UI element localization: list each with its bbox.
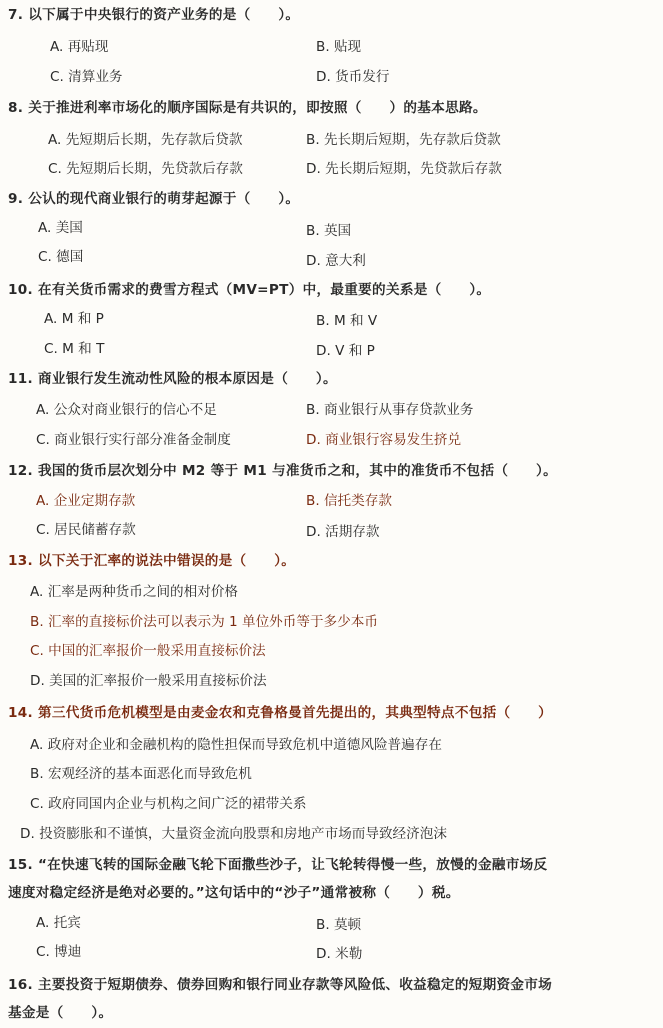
question-14-option-c: C. 政府同国内企业与机构之间广泛的裙带关系 <box>30 796 307 812</box>
question-12-stem: 12. 我国的货币层次划分中 M2 等于 M1 与准货币之和，其中的准货币不包括（ ）。 <box>8 463 558 479</box>
question-12-option-a: A. 企业定期存款 <box>36 493 136 509</box>
question-13-option-b: B. 汇率的直接标价法可以表示为 1 单位外币等于多少本币 <box>30 614 378 630</box>
question-11-stem: 11. 商业银行发生流动性风险的根本原因是（ ）。 <box>8 371 337 387</box>
question-15-option-d: D. 米勒 <box>316 946 363 962</box>
question-7-option-a: A. 再贴现 <box>50 39 109 55</box>
question-10-option-a: A. M 和 P <box>44 311 104 327</box>
question-11-option-d: D. 商业银行容易发生挤兑 <box>306 432 462 448</box>
question-7-option-b: B. 贴现 <box>316 39 362 55</box>
question-8-stem: 8. 关于推进利率市场化的顺序国际是有共识的，即按照（ ）的基本思路。 <box>8 100 487 116</box>
question-16-stem-line-1: 16. 主要投资于短期债券、债券回购和银行同业存款等风险低、收益稳定的短期资金市场 <box>8 977 553 993</box>
question-13-stem: 13. 以下关于汇率的说法中错误的是（ ）。 <box>8 553 296 569</box>
question-9-option-c: C. 德国 <box>38 249 84 265</box>
question-15-option-c: C. 博迪 <box>36 944 82 960</box>
question-15-stem-line-1: 15. “在快速飞转的国际金融飞轮下面撒些沙子，让飞轮转得慢一些，放慢的金融市场反 <box>8 857 548 873</box>
question-8-option-b: B. 先长期后短期，先存款后贷款 <box>306 132 501 148</box>
question-8-option-a: A. 先短期后长期，先存款后贷款 <box>48 132 243 148</box>
question-12-option-b: B. 信托类存款 <box>306 493 392 509</box>
question-12-option-d: D. 活期存款 <box>306 524 380 540</box>
question-8-option-c: C. 先短期后长期，先贷款后存款 <box>48 161 243 177</box>
question-9-option-b: B. 英国 <box>306 223 352 239</box>
question-7-option-c: C. 清算业务 <box>50 69 123 85</box>
question-13-option-c: C. 中国的汇率报价一般采用直接标价法 <box>30 643 266 659</box>
question-7-option-d: D. 货币发行 <box>316 69 390 85</box>
question-14-stem: 14. 第三代货币危机模型是由麦金农和克鲁格曼首先提出的，其典型特点不包括（ ） <box>8 705 553 721</box>
question-12-option-c: C. 居民储蓄存款 <box>36 522 136 538</box>
question-11-option-a: A. 公众对商业银行的信心不足 <box>36 402 217 418</box>
question-14-option-a: A. 政府对企业和金融机构的隐性担保而导致危机中道德风险普遍存在 <box>30 737 442 753</box>
question-10-option-b: B. M 和 V <box>316 313 378 329</box>
question-10-stem: 10. 在有关货币需求的费雪方程式（MV=PT）中，最重要的关系是（ ）。 <box>8 282 491 298</box>
question-8-option-d: D. 先长期后短期，先贷款后存款 <box>306 161 502 177</box>
question-13-option-a: A. 汇率是两种货币之间的相对价格 <box>30 584 239 600</box>
question-15-option-b: B. 莫顿 <box>316 917 362 933</box>
question-14-option-b: B. 宏观经济的基本面恶化而导致危机 <box>30 766 252 782</box>
question-10-option-c: C. M 和 T <box>44 341 105 357</box>
question-15-stem-line-2: 速度对稳定经济是绝对必要的。”这句话中的“沙子”通常被称（ ）税。 <box>8 885 460 901</box>
question-14-option-d: D. 投资膨胀和不谨慎，大量资金流向股票和房地产市场而导致经济泡沫 <box>20 826 447 842</box>
question-9-option-d: D. 意大利 <box>306 253 366 269</box>
question-9-option-a: A. 美国 <box>38 220 83 236</box>
question-16-stem-line-2: 基金是（ ）。 <box>8 1005 113 1021</box>
question-11-option-c: C. 商业银行实行部分准备金制度 <box>36 432 231 448</box>
question-13-option-d: D. 美国的汇率报价一般采用直接标价法 <box>30 673 267 689</box>
question-11-option-b: B. 商业银行从事存贷款业务 <box>306 402 474 418</box>
question-9-stem: 9. 公认的现代商业银行的萌芽起源于（ ）。 <box>8 191 300 207</box>
question-7-stem: 7. 以下属于中央银行的资产业务的是（ ）。 <box>8 7 300 23</box>
question-10-option-d: D. V 和 P <box>316 343 375 359</box>
question-15-option-a: A. 托宾 <box>36 915 81 931</box>
